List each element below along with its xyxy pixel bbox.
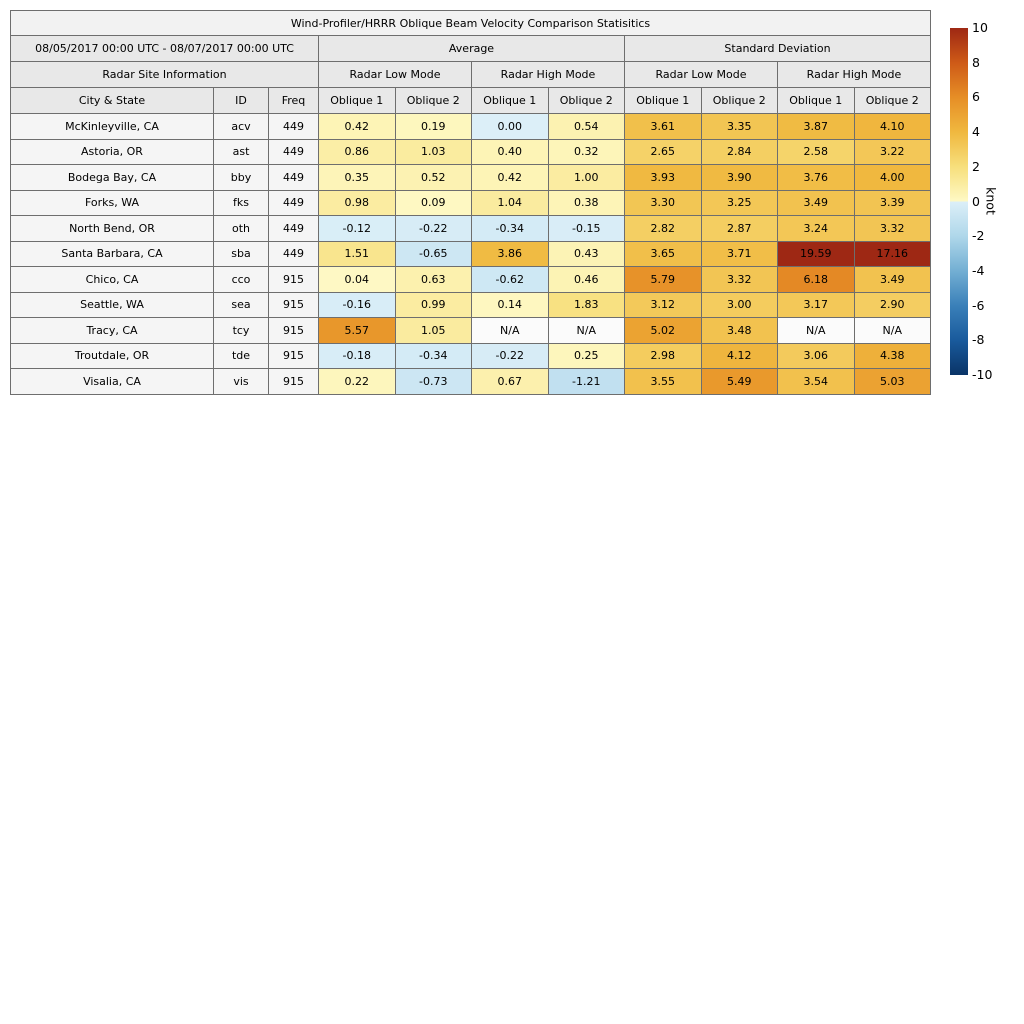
stats-table	[10, 10, 931, 395]
id-cell: tde	[214, 343, 269, 369]
value-cell: -0.65	[395, 241, 472, 267]
city-cell: Visalia, CA	[11, 369, 214, 395]
id-cell: ast	[214, 139, 269, 165]
city-cell: Santa Barbara, CA	[11, 241, 214, 267]
value-cell: 4.38	[854, 343, 931, 369]
colorbar-gradient	[950, 28, 968, 375]
value-cell: 0.43	[548, 241, 625, 267]
site-row	[11, 369, 931, 395]
site-row	[11, 343, 931, 369]
value-cell: 4.00	[854, 165, 931, 191]
site-row	[11, 139, 931, 165]
value-cell: -0.16	[319, 292, 396, 318]
value-cell: -0.18	[319, 343, 396, 369]
site-row	[11, 267, 931, 293]
value-cell: 3.55	[625, 369, 702, 395]
value-cell: 0.32	[548, 139, 625, 165]
value-cell: 19.59	[778, 241, 855, 267]
freq-cell: 449	[269, 216, 319, 242]
colorbar-tick-label: 0	[972, 193, 980, 209]
city-cell: Chico, CA	[11, 267, 214, 293]
value-cell: 0.25	[548, 343, 625, 369]
value-cell: 1.83	[548, 292, 625, 318]
value-cell: 1.03	[395, 139, 472, 165]
colorbar-tick-label: 8	[972, 54, 980, 70]
group-header-average: Average	[319, 36, 625, 62]
value-cell: 0.42	[472, 165, 549, 191]
value-cell: 3.61	[625, 114, 702, 140]
colorbar-tick-label: -6	[972, 297, 985, 313]
colorbar-tick-label: 10	[972, 19, 988, 35]
colorbar-unit-label: knot	[983, 187, 999, 215]
value-cell: 1.05	[395, 318, 472, 344]
freq-cell: 449	[269, 139, 319, 165]
value-cell: 3.06	[778, 343, 855, 369]
value-cell: 0.46	[548, 267, 625, 293]
value-cell: 5.79	[625, 267, 702, 293]
value-cell: 2.98	[625, 343, 702, 369]
table-title: Wind-Profiler/HRRR Oblique Beam Velocity Comparison Statisitics	[11, 11, 931, 36]
column-header-oblique: Oblique 2	[548, 88, 625, 114]
value-cell: 0.63	[395, 267, 472, 293]
value-cell: N/A	[854, 318, 931, 344]
value-cell: 3.76	[778, 165, 855, 191]
value-cell: 0.40	[472, 139, 549, 165]
value-cell: 0.52	[395, 165, 472, 191]
value-cell: 3.30	[625, 190, 702, 216]
value-cell: 3.12	[625, 292, 702, 318]
city-cell: Forks, WA	[11, 190, 214, 216]
id-cell: fks	[214, 190, 269, 216]
value-cell: 2.90	[854, 292, 931, 318]
value-cell: 1.04	[472, 190, 549, 216]
colorbar-tick-label: 6	[972, 89, 980, 105]
value-cell: 3.22	[854, 139, 931, 165]
column-header-oblique: Oblique 2	[854, 88, 931, 114]
value-cell: 0.22	[319, 369, 396, 395]
id-cell: oth	[214, 216, 269, 242]
mode-header: Radar Low Mode	[319, 62, 472, 88]
value-cell: 2.84	[701, 139, 778, 165]
mode-header: Radar High Mode	[778, 62, 931, 88]
column-header-oblique: Oblique 1	[472, 88, 549, 114]
freq-cell: 449	[269, 165, 319, 191]
value-cell: 3.39	[854, 190, 931, 216]
column-header-oblique: Oblique 1	[778, 88, 855, 114]
freq-cell: 915	[269, 369, 319, 395]
value-cell: -0.34	[395, 343, 472, 369]
value-cell: -0.15	[548, 216, 625, 242]
id-cell: sba	[214, 241, 269, 267]
value-cell: 17.16	[854, 241, 931, 267]
value-cell: -0.34	[472, 216, 549, 242]
site-row	[11, 292, 931, 318]
value-cell: 3.17	[778, 292, 855, 318]
column-header-id: ID	[214, 88, 269, 114]
value-cell: -0.22	[472, 343, 549, 369]
value-cell: 3.86	[472, 241, 549, 267]
value-cell: 0.42	[319, 114, 396, 140]
value-cell: 0.19	[395, 114, 472, 140]
value-cell: 4.12	[701, 343, 778, 369]
value-cell: 0.67	[472, 369, 549, 395]
date-range: 08/05/2017 00:00 UTC - 08/07/2017 00:00 UTC	[11, 36, 319, 62]
city-cell: McKinleyville, CA	[11, 114, 214, 140]
value-cell: -0.62	[472, 267, 549, 293]
mode-header: Radar High Mode	[472, 62, 625, 88]
value-cell: -0.12	[319, 216, 396, 242]
city-cell: Bodega Bay, CA	[11, 165, 214, 191]
id-cell: acv	[214, 114, 269, 140]
value-cell: 5.03	[854, 369, 931, 395]
colorbar-tick-label: -2	[972, 227, 985, 243]
colorbar-tick-label: -4	[972, 262, 985, 278]
id-cell: tcy	[214, 318, 269, 344]
value-cell: 3.25	[701, 190, 778, 216]
id-cell: vis	[214, 369, 269, 395]
column-header-oblique: Oblique 1	[625, 88, 702, 114]
value-cell: -1.21	[548, 369, 625, 395]
freq-cell: 449	[269, 114, 319, 140]
value-cell: N/A	[472, 318, 549, 344]
id-cell: cco	[214, 267, 269, 293]
value-cell: N/A	[778, 318, 855, 344]
value-cell: 2.65	[625, 139, 702, 165]
value-cell: 3.49	[778, 190, 855, 216]
id-cell: sea	[214, 292, 269, 318]
value-cell: 2.82	[625, 216, 702, 242]
value-cell: 2.87	[701, 216, 778, 242]
value-cell: 0.99	[395, 292, 472, 318]
freq-cell: 915	[269, 343, 319, 369]
value-cell: 5.02	[625, 318, 702, 344]
city-cell: Troutdale, OR	[11, 343, 214, 369]
value-cell: 0.38	[548, 190, 625, 216]
value-cell: 0.86	[319, 139, 396, 165]
freq-cell: 915	[269, 292, 319, 318]
site-row	[11, 190, 931, 216]
value-cell: 3.90	[701, 165, 778, 191]
value-cell: 1.51	[319, 241, 396, 267]
colorbar-tick-label: -10	[972, 366, 993, 382]
value-cell: 3.54	[778, 369, 855, 395]
colorbar-tick-label: 4	[972, 123, 980, 139]
value-cell: -0.22	[395, 216, 472, 242]
value-cell: 3.32	[854, 216, 931, 242]
value-cell: 6.18	[778, 267, 855, 293]
city-cell: Tracy, CA	[11, 318, 214, 344]
freq-cell: 915	[269, 267, 319, 293]
city-cell: Astoria, OR	[11, 139, 214, 165]
site-row	[11, 241, 931, 267]
value-cell: 3.49	[854, 267, 931, 293]
value-cell: 3.48	[701, 318, 778, 344]
column-header-city-state: City & State	[11, 88, 214, 114]
value-cell: N/A	[548, 318, 625, 344]
value-cell: 0.09	[395, 190, 472, 216]
value-cell: 0.00	[472, 114, 549, 140]
value-cell: 3.65	[625, 241, 702, 267]
value-cell: 3.71	[701, 241, 778, 267]
value-cell: 0.54	[548, 114, 625, 140]
mode-header: Radar Low Mode	[625, 62, 778, 88]
site-row	[11, 318, 931, 344]
value-cell: 0.04	[319, 267, 396, 293]
site-row	[11, 114, 931, 140]
value-cell: 3.00	[701, 292, 778, 318]
column-header-freq: Freq	[269, 88, 319, 114]
value-cell: 0.98	[319, 190, 396, 216]
value-cell: 3.32	[701, 267, 778, 293]
colorbar	[950, 19, 1024, 382]
value-cell: 3.24	[778, 216, 855, 242]
site-row	[11, 165, 931, 191]
colorbar-tick-label: 2	[972, 158, 980, 174]
value-cell: 5.49	[701, 369, 778, 395]
colorbar-tick-label: -8	[972, 332, 985, 348]
column-header-oblique: Oblique 2	[701, 88, 778, 114]
value-cell: 3.87	[778, 114, 855, 140]
freq-cell: 449	[269, 190, 319, 216]
value-cell: 0.14	[472, 292, 549, 318]
freq-cell: 915	[269, 318, 319, 344]
value-cell: 1.00	[548, 165, 625, 191]
group-header-stddev: Standard Deviation	[625, 36, 931, 62]
freq-cell: 449	[269, 241, 319, 267]
value-cell: 3.35	[701, 114, 778, 140]
site-row	[11, 216, 931, 242]
column-header-oblique: Oblique 2	[395, 88, 472, 114]
column-header-oblique: Oblique 1	[319, 88, 396, 114]
city-cell: Seattle, WA	[11, 292, 214, 318]
value-cell: 3.93	[625, 165, 702, 191]
id-cell: bby	[214, 165, 269, 191]
value-cell: 5.57	[319, 318, 396, 344]
value-cell: 4.10	[854, 114, 931, 140]
value-cell: 2.58	[778, 139, 855, 165]
value-cell: -0.73	[395, 369, 472, 395]
site-info-header: Radar Site Information	[11, 62, 319, 88]
value-cell: 0.35	[319, 165, 396, 191]
city-cell: North Bend, OR	[11, 216, 214, 242]
